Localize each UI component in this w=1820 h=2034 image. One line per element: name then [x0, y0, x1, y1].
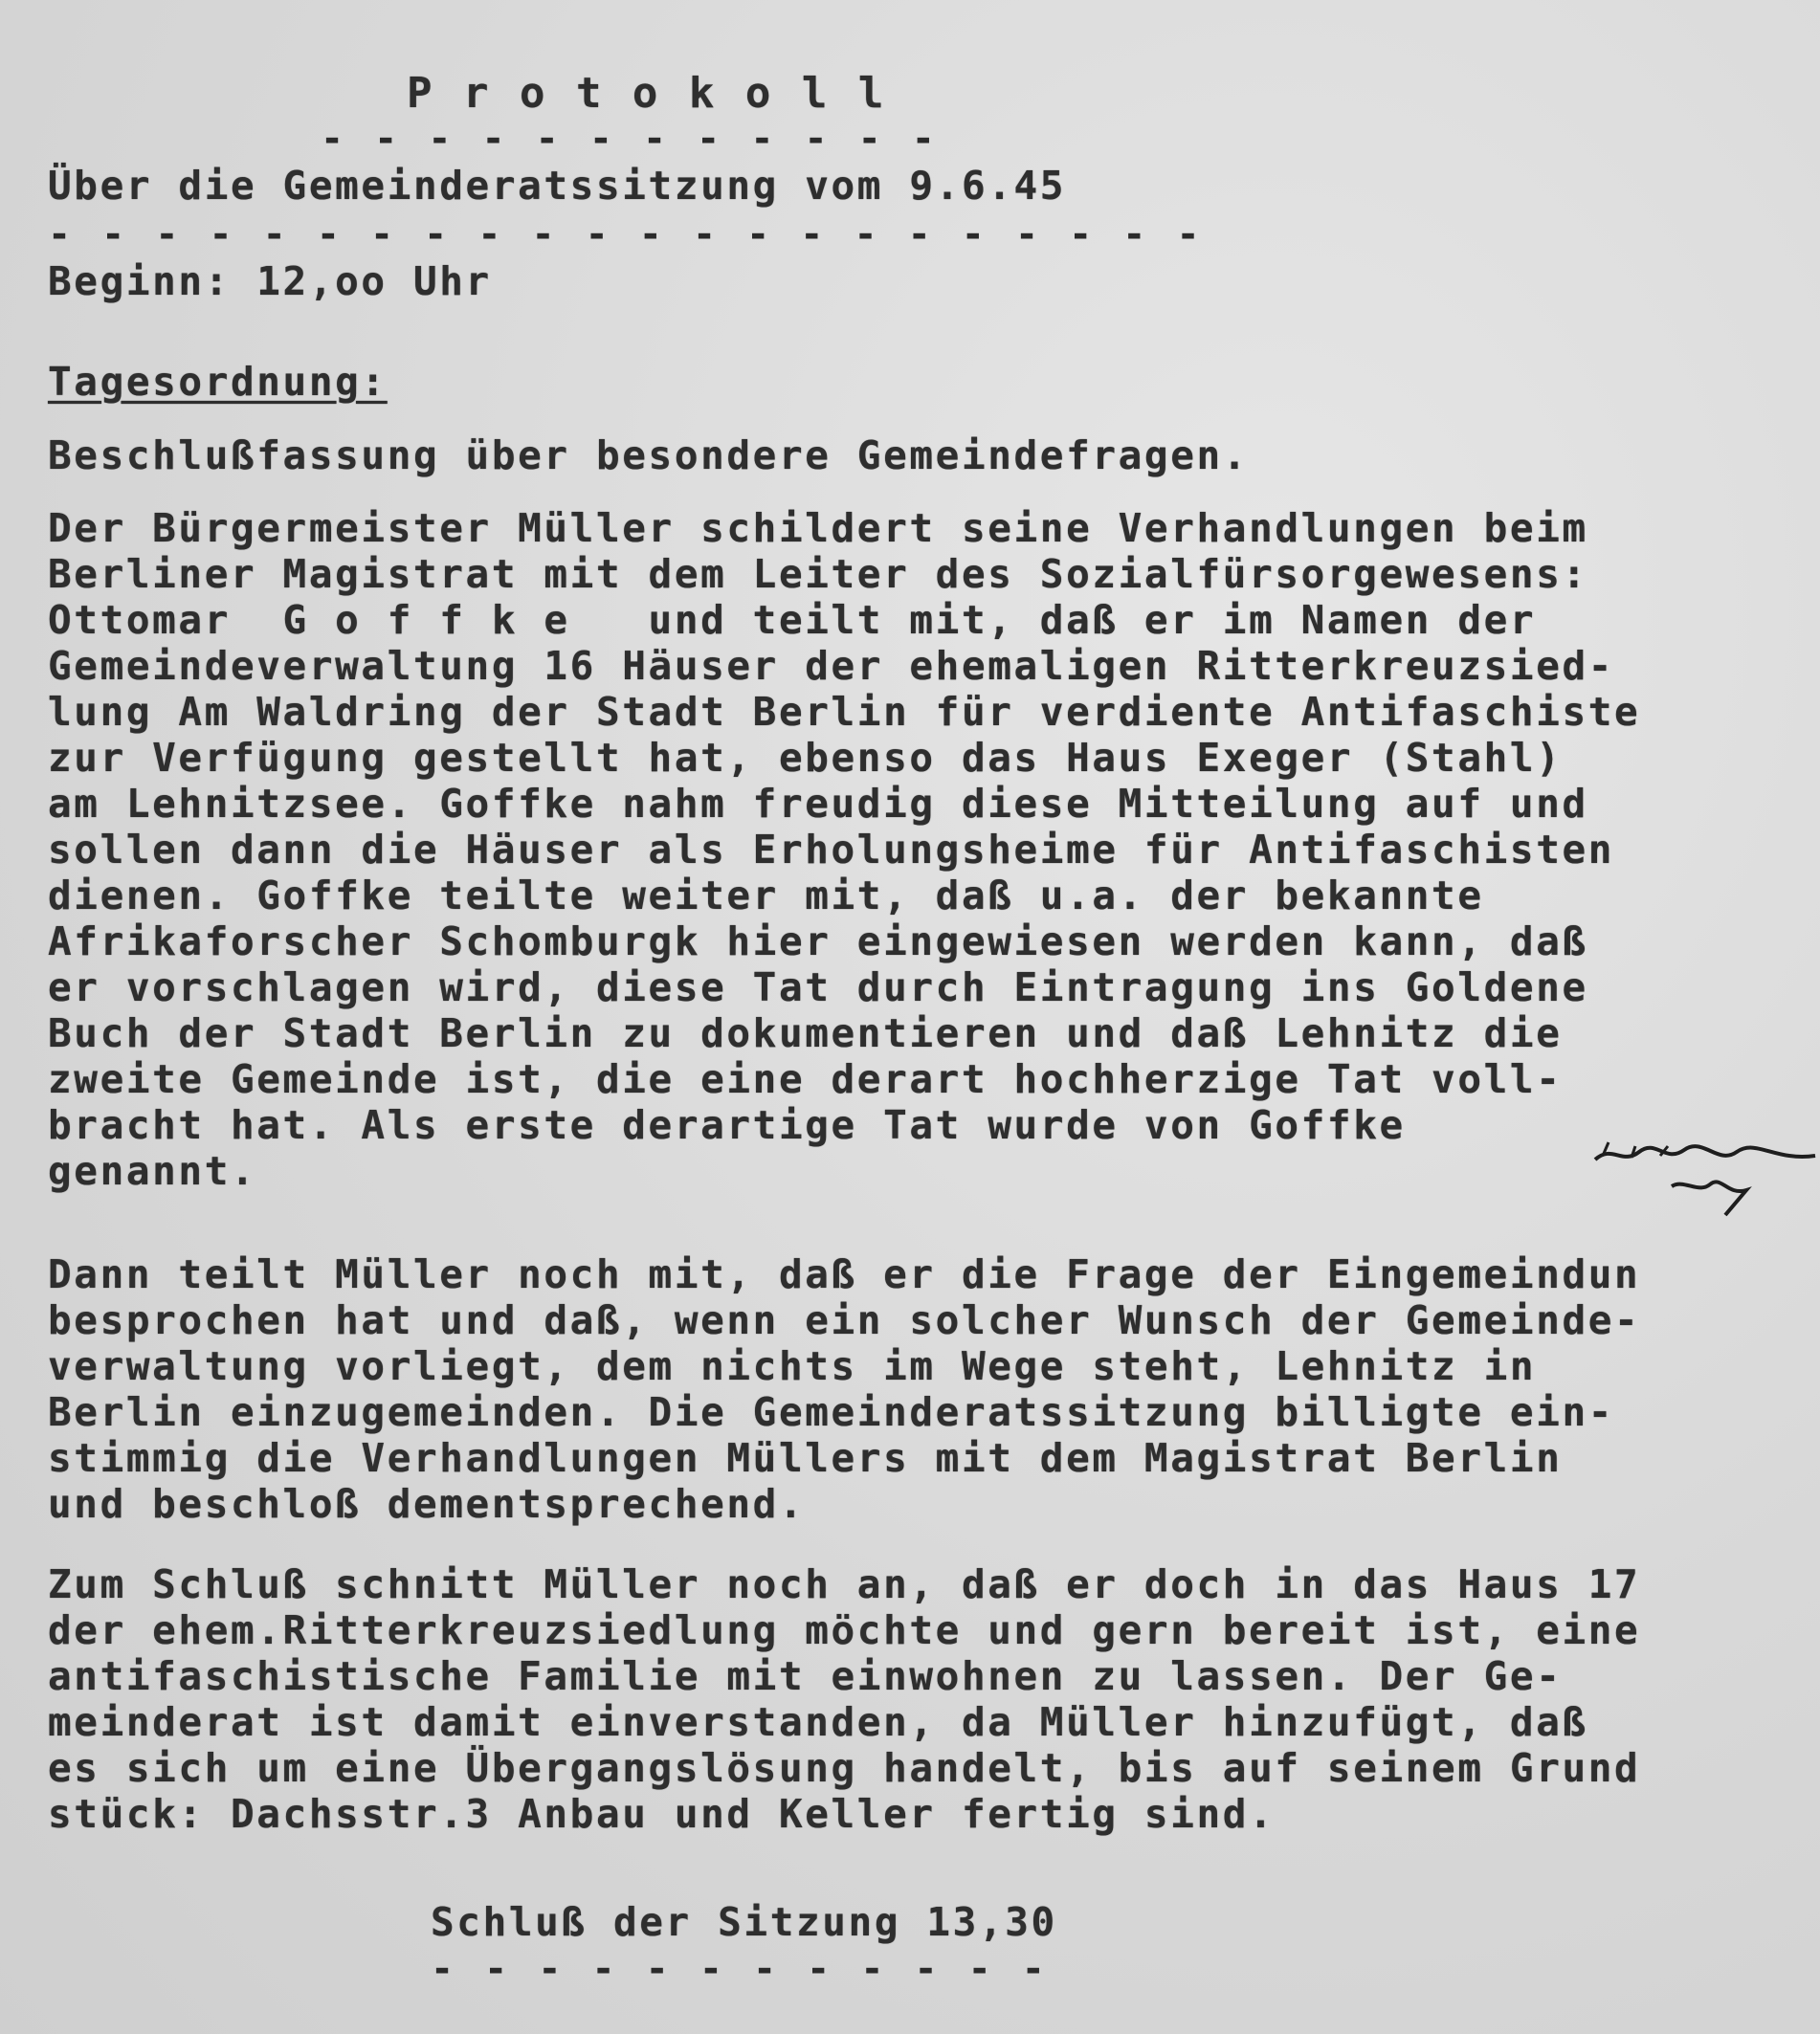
paragraph-line: Afrikaforscher Schomburgk hier eingewiesen werden kann, daß [48, 918, 1588, 964]
paragraph-line: er vorschlagen wird, diese Tat durch Eintragung ins Goldene [48, 964, 1588, 1010]
paragraph-line: Dann teilt Müller noch mit, daß er die Frage der Eingemeindun [48, 1251, 1641, 1297]
paragraph-1 [48, 505, 1818, 1194]
closing-rule: - - - - - - - - - - - - [431, 1947, 1049, 1991]
paragraph-line: Berlin einzugemeinden. Die Gemeinderatssitzung billigte ein- [48, 1389, 1615, 1435]
paragraph-line: stimmig die Verhandlungen Müllers mit dem Magistrat Berlin [48, 1435, 1563, 1481]
paragraph-line: antifaschistische Familie mit einwohnen zu lassen. Der Ge- [48, 1653, 1563, 1699]
agenda-label: Tagesordnung: [48, 359, 388, 405]
paragraph-line: am Lehnitzsee. Goffke nahm freudig diese Mitteilung auf und [48, 781, 1588, 827]
handwritten-correction [1593, 1137, 1818, 1223]
paragraph-line: es sich um eine Übergangslösung handelt, bis auf seinem Grund [48, 1745, 1641, 1791]
closing-line: Schluß der Sitzung 13,30 [431, 1899, 1057, 1945]
paragraph-line: zweite Gemeinde ist, die eine derart hochherzige Tat voll- [48, 1056, 1563, 1102]
subtitle-rule: - - - - - - - - - - - - - - - - - - - - - - [48, 212, 1204, 256]
document-title: P r o t o k o l l [407, 69, 887, 118]
paragraph-line: stück: Dachsstr.3 Anbau und Keller fertig sind. [48, 1791, 1276, 1837]
agenda-item: Beschlußfassung über besondere Gemeindefragen. [48, 432, 1250, 478]
paragraph-line: Berliner Magistrat mit dem Leiter des Sozialfürsorgewesens: [48, 551, 1588, 597]
paragraph-line: verwaltung vorliegt, dem nichts im Wege steht, Lehnitz in [48, 1343, 1537, 1389]
meeting-start: Beginn: 12,oo Uhr [48, 258, 492, 304]
paragraph-line: dienen. Goffke teilte weiter mit, daß u.a. der bekannte [48, 873, 1484, 918]
paragraph-line: bracht hat. Als erste derartige Tat wurde von Goffke [48, 1102, 1406, 1148]
paragraph-2 [48, 1251, 1818, 1527]
paragraph-line: der ehem.Ritterkreuzsiedlung möchte und gern bereit ist, eine [48, 1607, 1641, 1653]
paragraph-line: Zum Schluß schnitt Müller noch an, daß er doch in das Haus 17 [48, 1561, 1641, 1607]
paragraph-line: und beschloß dementsprechend. [48, 1481, 806, 1527]
paragraph-3 [48, 1561, 1818, 1837]
paragraph-line: sollen dann die Häuser als Erholungsheime für Antifaschisten [48, 827, 1615, 873]
document-subtitle: Über die Gemeinderatssitzung vom 9.6.45 [48, 163, 1067, 209]
title-rule: - - - - - - - - - - - - [321, 117, 939, 161]
paragraph-line: besprochen hat und daß, wenn ein solcher Wunsch der Gemeinde- [48, 1297, 1641, 1343]
paragraph-line: zur Verfügung gestellt hat, ebenso das Haus Exeger (Stahl) [48, 735, 1563, 781]
paragraph-line: genannt. [48, 1148, 257, 1194]
paragraph-line: Gemeindeverwaltung 16 Häuser der ehemaligen Ritterkreuzsied- [48, 643, 1615, 689]
paragraph-line: Buch der Stadt Berlin zu dokumentieren und daß Lehnitz die [48, 1010, 1563, 1056]
paragraph-line: lung Am Waldring der Stadt Berlin für verdiente Antifaschiste [48, 689, 1641, 735]
paragraph-line: meinderat ist damit einverstanden, da Müller hinzufügt, daß [48, 1699, 1588, 1745]
paragraph-line: Ottomar G o f f k e und teilt mit, daß er im Namen der [48, 597, 1537, 643]
paragraph-line: Der Bürgermeister Müller schildert seine Verhandlungen beim [48, 505, 1588, 551]
